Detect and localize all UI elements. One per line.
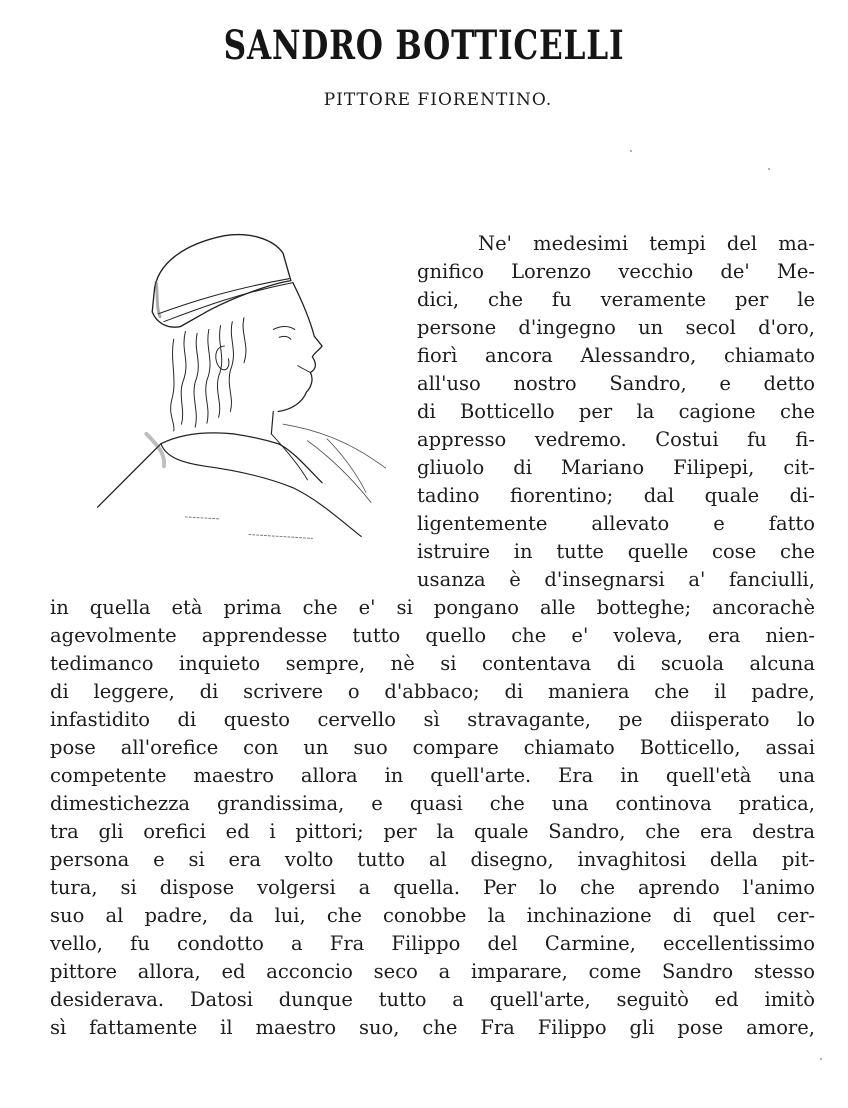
text-line: dimestichezza grandissima, e quasi che una continova pratica, (50, 792, 815, 815)
text-line: infastidito di questo cervello sì stravagante, pe diisperato lo (50, 708, 815, 731)
text-line: appresso vedremo. Costui fu fi- (417, 428, 815, 451)
text-line: di Botticello per la cagione che (417, 400, 815, 423)
text-line: desiderava. Datosi dunque tutto a quell'arte, seguitò ed imitò (50, 988, 815, 1011)
text-line: gliuolo di Mariano Filipepi, cit- (417, 456, 815, 479)
page-title: SANDRO BOTTICELLI (223, 22, 625, 69)
text-line: usanza è d'insegnarsi a' fanciulli, (417, 568, 815, 591)
text-line: ligentemente allevato e fatto (417, 512, 815, 535)
text-line: di leggere, di scrivere o d'abbaco; di maniera che il padre, (50, 680, 815, 703)
text-line: in quella età prima che e' si pongano alle botteghe; ancorachè (50, 596, 815, 619)
paper-speck (630, 150, 632, 152)
text-line: tedimanco inquieto sempre, nè si contentava di scuola alcuna (50, 652, 815, 675)
paper-speck (820, 1058, 822, 1060)
text-line: istruire in tutte quelle cose che (417, 540, 815, 563)
text-line: tra gli orefici ed i pittori; per la quale Sandro, che era destra (50, 820, 815, 843)
text-line: Ne' medesimi tempi del ma- (478, 232, 815, 255)
text-line: agevolmente apprendesse tutto quello che e' voleva, era nien- (50, 624, 815, 647)
page-subtitle: PITTORE FIORENTINO. (323, 90, 553, 110)
text-line: persone d'ingegno un secol d'oro, (417, 316, 815, 339)
paper-speck (768, 168, 770, 170)
text-line: tura, si dispose volgersi a quella. Per lo che aprendo l'animo (50, 876, 815, 899)
text-line: dici, che fu veramente per le (417, 288, 815, 311)
text-line: gnifico Lorenzo vecchio de' Me- (417, 260, 815, 283)
text-line: competente maestro allora in quell'arte. Era in quell'età una (50, 764, 815, 787)
text-line: all'uso nostro Sandro, e detto (417, 372, 815, 395)
text-line: suo al padre, da lui, che conobbe la inchinazione di quel cer- (50, 904, 815, 927)
text-line: sì fattamente il maestro suo, che Fra Filippo gli pose amore, (50, 1016, 815, 1039)
portrait-illustration (86, 224, 402, 556)
text-line: fiorì ancora Alessandro, chiamato (417, 344, 815, 367)
text-line: pittore allora, ed acconcio seco a imparare, come Sandro stesso (50, 960, 815, 983)
text-line: persona e si era volto tutto al disegno, invaghitosi della pit- (50, 848, 815, 871)
text-line: tadino fiorentino; dal quale di- (417, 484, 815, 507)
text-line: pose all'orefice con un suo compare chiamato Botticello, assai (50, 736, 815, 759)
text-line: vello, fu condotto a Fra Filippo del Carmine, eccellentissimo (50, 932, 815, 955)
